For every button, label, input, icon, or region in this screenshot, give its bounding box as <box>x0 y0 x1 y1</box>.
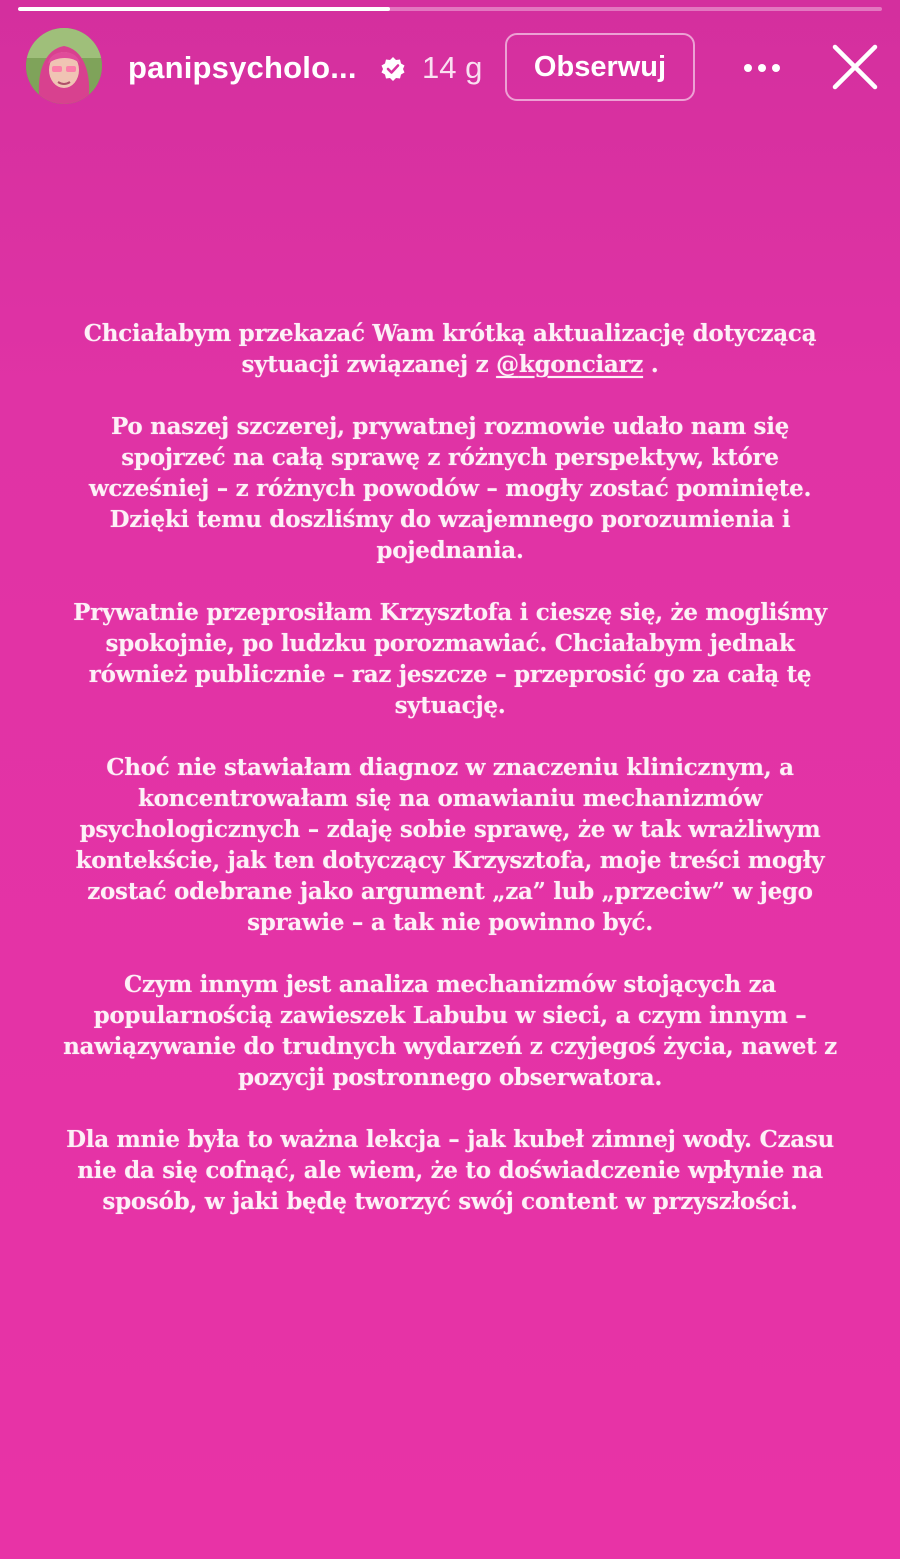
story-progress-fill <box>18 7 390 11</box>
story-progress-bar <box>18 7 882 11</box>
more-horizontal-icon[interactable] <box>740 46 784 90</box>
close-icon[interactable] <box>828 40 882 94</box>
story-header <box>0 28 900 108</box>
paragraph-4: Choć nie stawiałam diagnoz w znaczeniu klinicznym, a koncentrowałam się na omawianiu mechanizmów psychologicznych – zdaję sobie sprawę, że w tak wrażliwym kontekście, jak ten dotyczący Krzysztofa, moje treści mogły zostać odebrane jako argument „za” lub „przeciw” w jego sprawie – a tak nie powinno być. <box>75 754 825 936</box>
paragraph-1: Chciałabym przekazać Wam krótką aktualizację dotyczącą sytuacji związanej z @kgonciarz . <box>83 320 817 378</box>
avatar[interactable] <box>26 28 102 104</box>
at-sign-icon: @ <box>496 351 519 378</box>
post-time: 14 g <box>422 50 483 85</box>
paragraph-3: Prywatnie przeprosiłam Krzysztofa i cieszę się, że mogliśmy spokojnie, po ludzku porozmawiać. Chciałabym jednak również publicznie – raz jeszcze – przeprosić go za całą tę sytuację. <box>73 599 827 719</box>
verified-badge-icon <box>380 56 406 82</box>
username[interactable]: panipsycholo... <box>128 50 357 85</box>
follow-button[interactable]: Obserwuj <box>505 33 695 101</box>
paragraph-2: Po naszej szczerej, prywatnej rozmowie udało nam się spojrzeć na całą sprawę z różnych perspektyw, które wcześniej – z różnych powodów – mogły zostać pominięte. Dzięki temu doszliśmy do wzajemnego porozumienia i pojednania. <box>88 413 812 564</box>
paragraph-5: Czym innym jest analiza mechanizmów stojących za popularnością zawieszek Labubu w sieci, a czym innym – nawiązywanie do trudnych wydarzeń z czyjegoś życia, nawet z pozycji postronnego obserwatora. <box>63 971 837 1091</box>
story-text <box>60 318 840 1248</box>
mention-link[interactable]: @kgonciarz <box>496 351 644 378</box>
paragraph-6: Dla mnie była to ważna lekcja – jak kubeł zimnej wody. Czasu nie da się cofnąć, ale wiem, że to doświadczenie wpłynie na sposób, w jaki będę tworzyć swój content w przyszłości. <box>66 1126 834 1215</box>
